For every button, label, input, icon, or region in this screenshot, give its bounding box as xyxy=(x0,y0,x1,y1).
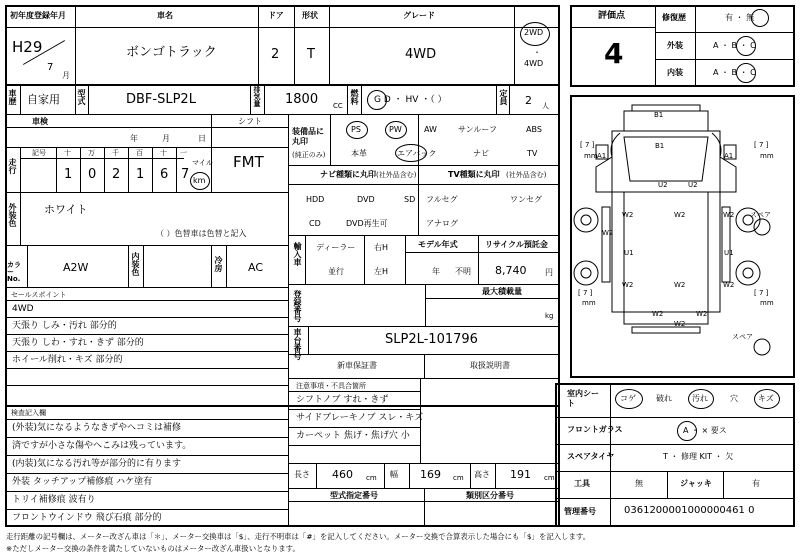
equipment-sub: (純正のみ) xyxy=(292,151,326,159)
int-label: 内装 xyxy=(667,68,683,77)
model-year-unit: 年 xyxy=(432,267,440,276)
import-dealer: ディーラー xyxy=(316,243,356,252)
sales-point-line: 天張り しみ・汚れ 部分的 xyxy=(12,321,117,331)
color-code-label: カラーNo. xyxy=(7,261,21,283)
tv-fullseg: フルセグ xyxy=(426,195,458,204)
interior-sheet-label: 室内シート xyxy=(567,389,599,409)
shift-label: シフト xyxy=(238,117,262,126)
navi-sd: SD xyxy=(404,195,416,204)
shift-value: FMT xyxy=(233,153,264,171)
equip-abs: ABS xyxy=(526,125,542,134)
inspector-line: 外装 タッチアップ補修痕 ハケ塗有 xyxy=(12,477,153,487)
sales-point-line: ホイール削れ・キズ 部分的 xyxy=(12,355,123,365)
import-label: 輸入車 xyxy=(293,242,302,266)
digit-label-4: 百 xyxy=(136,149,143,157)
mark-b1-mid: B1 xyxy=(655,142,665,150)
first-reg-month: 7 xyxy=(47,62,54,73)
digit-label-5: 十 xyxy=(160,149,167,157)
color-code-value: A2W xyxy=(63,261,89,274)
mark-u1-left: U1 xyxy=(624,249,634,257)
mileage-digit: 2 xyxy=(112,167,121,182)
bracket-mark: [ 7 ] xyxy=(754,289,769,297)
km-unit: km xyxy=(193,176,206,185)
equip-aw: AW xyxy=(424,125,437,134)
footer-line-2: ※ただしメーター交換の条件を満たしていないものはメーター改ざん車扱いとなります。 xyxy=(6,544,300,553)
capacity-label: 定員 xyxy=(499,89,508,105)
navi-dvd: DVD xyxy=(357,195,375,204)
fuel-label: 燃料 xyxy=(350,89,359,105)
tools-label: 工具 xyxy=(574,479,590,488)
mark-w2: W2 xyxy=(622,281,634,289)
capacity-value: 2 xyxy=(525,94,532,107)
doors-value: 2 xyxy=(271,47,280,62)
model-label: 型式 xyxy=(77,89,86,105)
shape-label: 形状 xyxy=(302,11,318,20)
load-label: 最大積載量 xyxy=(482,287,522,296)
inspector-line: トリイ補修痕 波有り xyxy=(12,495,96,505)
management-label: 管理番号 xyxy=(564,507,596,516)
windshield-value: A ・ × 要ス xyxy=(683,426,727,435)
mile-label: マイル xyxy=(192,159,213,167)
displacement-label: 排気量 xyxy=(253,86,261,107)
recycle-label: リサイクル預託金 xyxy=(485,240,548,249)
mark-w2: W2 xyxy=(723,281,735,289)
navi-sub: (社外品含む) xyxy=(376,171,417,179)
capacity-unit: 人 xyxy=(542,102,549,110)
mm-label: mm xyxy=(760,299,774,307)
ext-value: A ・ B ・ C xyxy=(713,41,756,50)
equip-ps: PS xyxy=(351,125,361,134)
mark-u2-right: U2 xyxy=(688,181,698,189)
navi-label: ナビ種類に丸印 xyxy=(320,170,376,179)
mark-w2: W2 xyxy=(674,320,686,328)
import-lh: 左H xyxy=(374,267,389,276)
fuel-options: G D ・ HV ・（ ） xyxy=(374,95,447,105)
chassis-value: SLP2L-101796 xyxy=(385,332,478,347)
import-parallel: 並行 xyxy=(328,267,344,276)
management-value: 0361200001000000461 0 xyxy=(624,505,755,516)
mark-a1-left: A1 xyxy=(597,152,607,160)
model-value: DBF-SLP2L xyxy=(126,92,196,107)
repair-value: 有 ・ 無 xyxy=(725,13,755,22)
jack-label: ジャッキ xyxy=(680,479,712,488)
equip-sunroof: サンルーフ xyxy=(458,125,497,134)
mark-w2: W2 xyxy=(652,310,664,318)
drive-4wd: 4WD xyxy=(524,59,544,68)
mileage-label: 走行 xyxy=(8,158,17,174)
insp-day: 日 xyxy=(198,134,206,143)
navi-dvd-play: DVD再生可 xyxy=(346,219,388,228)
car-name-label: 車名 xyxy=(157,11,173,20)
spare-label-2: スペア xyxy=(732,333,753,341)
mark-u1-right: U1 xyxy=(724,249,734,257)
ext-color-note: （ ）色替車は色替と記入 xyxy=(156,229,247,238)
tv-analog: アナログ xyxy=(426,219,458,228)
inspector-line: 済ですが小さな傷やへこみは残っています。 xyxy=(12,441,192,451)
recycle-value: 8,740 xyxy=(495,264,527,277)
bracket-mark: [ 7 ] xyxy=(754,141,769,149)
width-value: 169 xyxy=(420,468,441,481)
equipment-label: 装備品に丸印 xyxy=(292,127,324,147)
tv-sub: (社外品含む) xyxy=(506,171,547,179)
height-label: 高さ xyxy=(474,470,490,479)
doors-label: ドア xyxy=(268,11,284,20)
use-label: 車歴 xyxy=(8,89,17,105)
int-color-label: 内装色 xyxy=(131,252,140,276)
type-designation-label: 型式指定番号 xyxy=(330,491,378,500)
digit-label-2: 万 xyxy=(88,149,95,157)
mark-w2: W2 xyxy=(674,211,686,219)
equip-leather: 本革 xyxy=(351,149,367,158)
mark-w2: W2 xyxy=(602,229,614,237)
ext-color-label: 外装色 xyxy=(8,203,17,227)
note-line: カーペット 焦げ・焦げ穴 小 xyxy=(296,431,410,441)
digit-label-6: 一 xyxy=(180,149,187,157)
sales-point-line: 4WD xyxy=(12,304,34,314)
import-rh: 右H xyxy=(374,243,389,252)
first-reg-label: 初年度登録年月 xyxy=(10,11,66,20)
mm-label: mm xyxy=(582,299,596,307)
chassis-label: 車台番号 xyxy=(293,328,302,360)
insp-month: 月 xyxy=(162,134,170,143)
footer-line-1: 走行距離の記号欄は、メーター改ざん車は「＊」、メーター交換車は「$」、走行不明車は「#」を記入してください。メーター交換で合算表示した場合にも「$」を記入します。 xyxy=(6,532,591,541)
equip-airbag: エアバック xyxy=(397,149,437,158)
mark-a1-right: A1 xyxy=(724,152,734,160)
int-circle xyxy=(736,63,756,83)
mileage-digit: 1 xyxy=(64,167,73,182)
displacement-value: 1800 xyxy=(285,92,319,107)
category-label: 類別区分番号 xyxy=(466,491,514,500)
mm-label: mm xyxy=(760,152,774,160)
record-label: 記号 xyxy=(32,149,46,157)
length-unit: cm xyxy=(366,474,377,482)
mark-b1-top: B1 xyxy=(654,111,664,119)
manual: 取扱説明書 xyxy=(470,361,510,370)
notes-label: 注意事項・不具合箇所 xyxy=(296,382,366,390)
inspector-label: 検査記入欄 xyxy=(11,409,46,417)
mark-w2: W2 xyxy=(723,211,735,219)
mileage-digit: 7 xyxy=(181,167,190,182)
bracket-mark: [ 7 ] xyxy=(580,141,595,149)
tools-value: 無 xyxy=(635,479,643,488)
note-line: サイドブレーキノブ スレ・キズ xyxy=(296,413,424,423)
score-value: 4 xyxy=(604,37,624,70)
score-label: 評価点 xyxy=(598,11,626,21)
grade-label: グレード xyxy=(403,11,435,20)
sheet-koge: コゲ xyxy=(620,394,636,403)
height-value: 191 xyxy=(510,468,531,481)
inspector-line: フロントウインドウ 飛び石痕 部分的 xyxy=(12,513,162,523)
sheet-kizu: キズ xyxy=(758,394,774,403)
tv-oneseg: ワンセグ xyxy=(510,195,542,204)
width-unit: cm xyxy=(453,474,464,482)
month-unit: 月 xyxy=(62,71,70,80)
navi-hdd: HDD xyxy=(306,195,325,204)
sales-points-label: セールスポイント xyxy=(11,291,67,299)
first-reg-year: H29 xyxy=(12,38,43,56)
length-label: 長さ xyxy=(294,470,310,479)
new-car-guarantee: 新車保証書 xyxy=(337,361,377,370)
digit-label-3: 千 xyxy=(112,149,119,157)
mark-w2: W2 xyxy=(674,281,686,289)
ext-label: 外装 xyxy=(667,41,683,50)
mm-label: mm xyxy=(584,152,598,160)
bracket-mark: [ 7 ] xyxy=(578,289,593,297)
width-label: 幅 xyxy=(390,470,398,479)
mileage-digit: 1 xyxy=(136,167,145,182)
digit-label-1: 十 xyxy=(64,149,71,157)
mileage-digit: 6 xyxy=(160,167,169,182)
reg-number-label: 登録番号 xyxy=(293,290,302,322)
inspector-line: (外装)気になるようなきずやヘコミは補修 xyxy=(12,423,182,433)
ext-circle xyxy=(736,36,756,56)
sheet-yabure: 破れ xyxy=(656,394,672,403)
load-unit: kg xyxy=(545,312,554,320)
equip-tv: TV xyxy=(527,149,538,158)
model-year-label: モデル年式 xyxy=(418,240,458,249)
ac-value: AC xyxy=(248,261,264,274)
use-value: 自家用 xyxy=(27,93,60,106)
spare-tire-label: スペアタイヤ xyxy=(567,452,615,461)
sales-point-line: 天張り しわ・すれ・きず 部分的 xyxy=(12,338,144,348)
mark-w2: W2 xyxy=(622,211,634,219)
repair-circle xyxy=(751,9,769,27)
insp-year: 年 xyxy=(130,134,138,143)
ac-label: 冷房 xyxy=(214,256,223,272)
drive-2wd: 2WD xyxy=(524,28,544,37)
note-line: シフトノブ すれ・きず xyxy=(296,395,389,405)
navi-cd: CD xyxy=(309,219,321,228)
tv-label: TV種類に丸印 xyxy=(448,170,500,179)
car-name: ボンゴトラック xyxy=(126,45,217,60)
sheet-ana: 穴 xyxy=(730,394,738,403)
jack-value: 有 xyxy=(752,479,760,488)
height-unit: cm xyxy=(544,474,555,482)
spare-label-1: スペア xyxy=(750,211,771,219)
repair-label: 修復歴 xyxy=(662,13,686,22)
mark-w2: W2 xyxy=(696,310,708,318)
sheet-yogore: 汚れ xyxy=(692,394,708,403)
equip-pw: PW xyxy=(389,125,402,134)
windshield-label: フロントガラス xyxy=(567,425,623,434)
equip-navi: ナビ xyxy=(473,149,489,158)
mark-u2-left: U2 xyxy=(658,181,668,189)
ext-color-value: ホワイト xyxy=(44,203,88,216)
model-year-value: 不明 xyxy=(455,267,471,276)
mileage-digit: 0 xyxy=(88,167,97,182)
spare-tire-value: T ・ 修理 KIT ・ 欠 xyxy=(663,452,734,461)
shape-value: T xyxy=(307,47,315,62)
int-value: A ・ B ・ C xyxy=(713,68,756,77)
drive-dot: ・ xyxy=(533,48,541,57)
recycle-unit: 円 xyxy=(545,268,553,277)
inspector-line: (内装)気になる汚れ等が部分的に有ります xyxy=(12,459,182,469)
inspection-label: 車検 xyxy=(32,117,48,126)
length-value: 460 xyxy=(332,468,353,481)
grade-value: 4WD xyxy=(405,47,437,62)
cc-unit: CC xyxy=(333,102,343,110)
